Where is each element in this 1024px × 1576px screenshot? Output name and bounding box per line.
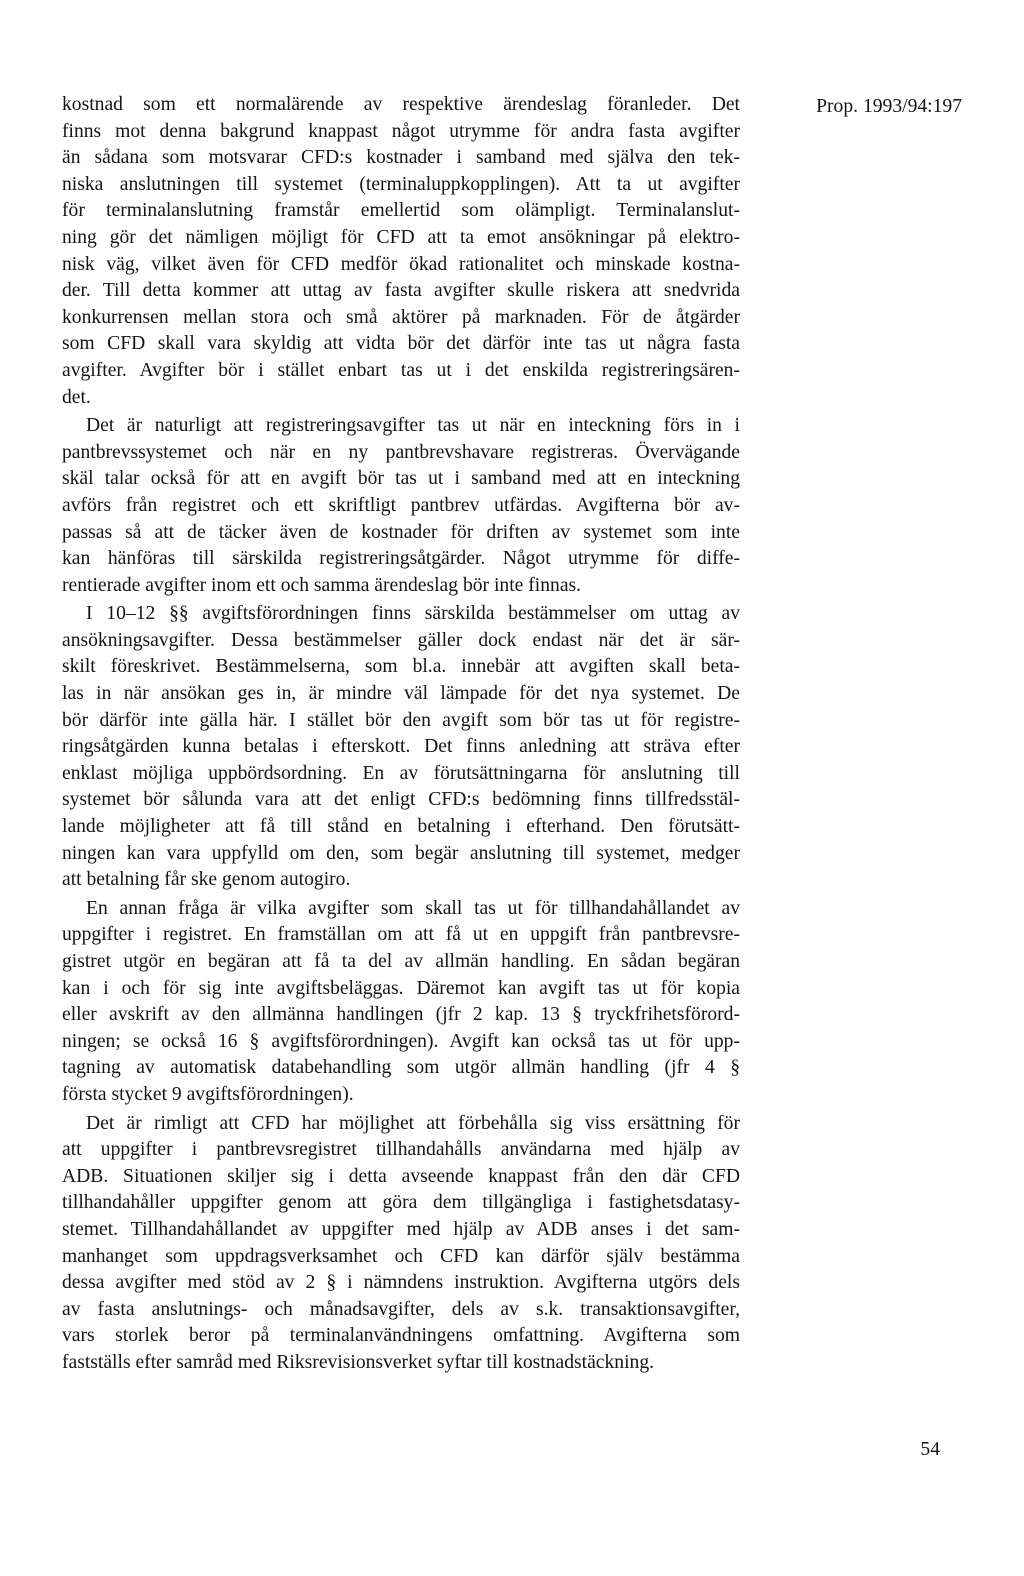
text-line: konkurrensen mellan stora och små aktörer på marknaden. För de åtgärder <box>62 306 740 328</box>
text-line: der. Till detta kommer att uttag av fasta avgifter skulle riskera att snedvrida <box>62 280 740 302</box>
text-line: ansökningsavgifter. Dessa bestämmelser gäller dock endast när det är sär- <box>62 629 740 651</box>
text-line: tillhandahåller uppgifter genom att göra dem tillgängliga i fastighetsdatasy- <box>62 1192 740 1214</box>
paragraph <box>62 896 740 1109</box>
text-line: fastställs efter samråd med Riksrevisionsverket syftar till kostnadstäckning. <box>62 1351 655 1373</box>
text-line: avgifter. Avgifter bör i stället enbart tas ut i det enskilda registreringsären- <box>62 359 740 381</box>
text-line: I 10–12 §§ avgiftsförordningen finns särskilda bestämmelser om uttag av <box>86 603 740 625</box>
text-line: kostnad som ett normalärende av respektive ärendeslag föranleder. Det <box>62 94 740 115</box>
text-line: ringsåtgärden kunna betalas i efterskott. Det finns anledning att sträva efter <box>62 736 740 758</box>
text-line: En annan fråga är vilka avgifter som skall tas ut för tillhandahållandet av <box>86 897 740 919</box>
paragraph <box>62 601 740 894</box>
page-number: 54 <box>920 1439 940 1460</box>
text-line: Det är naturligt att registreringsavgifter tas ut när en inteckning förs in i <box>86 415 740 437</box>
text-line: ning gör det nämligen möjligt för CFD att ta emot ansökningar på elektro- <box>62 226 740 248</box>
text-line: än sådana som motsvarar CFD:s kostnader i samband med själva den tek- <box>62 147 740 169</box>
text-line: att betalning får ske genom autogiro. <box>62 869 351 891</box>
text-line: första stycket 9 avgiftsförordningen). <box>62 1083 354 1105</box>
text-line: kan i och för sig inte avgiftsbeläggas. Däremot kan avgift tas ut för kopia <box>62 977 740 999</box>
text-line: tagning av automatisk databehandling som utgör allmän handling (jfr 4 § <box>62 1057 740 1079</box>
text-line: Det är rimligt att CFD har möjlighet att förbehålla sig viss ersättning för <box>86 1112 740 1134</box>
text-line: finns mot denna bakgrund knappast något utrymme för andra fasta avgifter <box>62 120 740 142</box>
text-line: niska anslutningen till systemet (terminaluppkopplingen). Att ta ut avgifter <box>62 173 740 195</box>
text-line: bör därför inte gälla här. I stället bör den avgift som bör tas ut för registre- <box>62 709 740 731</box>
text-line: rentierade avgifter inom ett och samma ärendeslag bör inte finnas. <box>62 574 582 596</box>
text-line: att uppgifter i pantbrevsregistret tillhandahålls användarna med hjälp av <box>62 1139 740 1161</box>
text-line: kan hänföras till särskilda registreringsåtgärder. Något utrymme för diffe- <box>62 548 740 570</box>
paragraph <box>62 92 740 411</box>
text-line: systemet bör sålunda vara att det enligt CFD:s bedömning finns tillfredsstäl- <box>62 789 740 811</box>
text-line: som CFD skall vara skyldig att vidta bör det därför inte tas ut några fasta <box>62 333 740 355</box>
text-line: skilt föreskrivet. Bestämmelserna, som bl.a. innebär att avgiften skall beta- <box>62 656 740 678</box>
text-line: las in när ansökan ges in, är mindre väl lämpade för det nya systemet. De <box>62 683 740 705</box>
text-line: dessa avgifter med stöd av 2 § i nämndens instruktion. Avgifterna utgörs dels <box>62 1272 740 1294</box>
text-line: ningen kan vara uppfylld om den, som begär anslutning till systemet, medger <box>62 842 740 864</box>
text-line: eller avskrift av den allmänna handlingen (jfr 2 kap. 13 § tryckfrihetsförord- <box>62 1004 740 1026</box>
paragraph <box>62 1111 740 1377</box>
text-line: passas så att de täcker även de kostnader för driften av systemet som inte <box>62 521 740 543</box>
text-line: manhanget som uppdragsverksamhet och CFD kan därför själv bestämma <box>62 1245 740 1267</box>
text-line: stemet. Tillhandahållandet av uppgifter med hjälp av ADB anses i det sam- <box>62 1218 740 1240</box>
text-line: lande möjligheter att få till stånd en betalning i efterhand. Den förutsätt- <box>62 816 740 838</box>
body-text <box>62 92 740 1377</box>
text-line: det. <box>62 386 91 408</box>
text-line: skäl talar också för att en avgift bör tas ut i samband med att en inteckning <box>62 468 740 490</box>
text-line: ADB. Situationen skiljer sig i detta avseende knappast från den där CFD <box>62 1165 740 1187</box>
text-line: ningen; se också 16 § avgiftsförordningen). Avgift kan också tas ut för upp- <box>62 1030 740 1052</box>
text-line: pantbrevssystemet och när en ny pantbrevshavare registreras. Övervägande <box>62 441 740 463</box>
text-line: avförs från registret och ett skriftligt pantbrev utfärdas. Avgifterna bör av- <box>62 494 740 516</box>
text-line: gistret utgör en begäran att få ta del av allmän handling. En sådan begäran <box>62 951 740 972</box>
text-line: vars storlek beror på terminalanvändningens omfattning. Avgifterna som <box>62 1325 740 1347</box>
paragraph <box>62 413 740 599</box>
text-line: av fasta anslutnings- och månadsavgifter, dels av s.k. transaktionsavgifter, <box>62 1298 740 1320</box>
text-line: nisk väg, vilket även för CFD medför ökad rationalitet och minskade kostna- <box>62 253 740 275</box>
running-head: Prop. 1993/94:197 <box>816 96 962 117</box>
text-line: för terminalanslutning framstår emellertid som olämpligt. Terminalanslut- <box>62 200 740 222</box>
text-line: uppgifter i registret. En framställan om att få ut en uppgift från pantbrevsre- <box>62 924 740 946</box>
text-line: enklast möjliga uppbördsordning. En av förutsättningarna för anslutning till <box>62 762 740 784</box>
